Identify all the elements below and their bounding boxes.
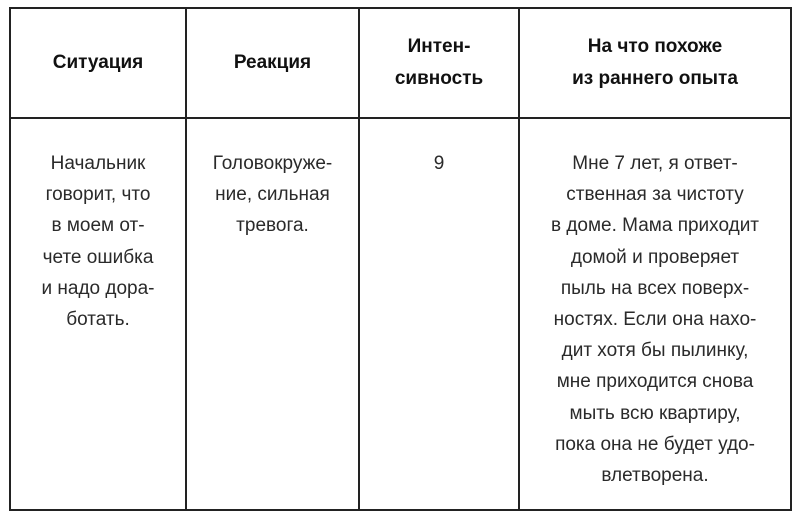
table-row xyxy=(11,118,790,509)
header-reaction xyxy=(186,9,359,118)
header-intensity-line-2: сивность xyxy=(394,68,484,89)
emotion-table xyxy=(9,7,792,511)
header-experience-line-2: из раннего опыта xyxy=(572,68,738,89)
experience-line: ственная за чистоту xyxy=(566,184,744,206)
header-situation-line: Ситуация xyxy=(52,52,144,73)
cell-experience xyxy=(519,118,790,509)
experience-line: ностях. Если она нахо- xyxy=(553,309,757,331)
experience-line: мыть всю квартиру, xyxy=(569,402,741,424)
situation-line: и надо дора- xyxy=(41,277,155,299)
experience-line: Мне 7 лет, я ответ- xyxy=(572,153,738,174)
situation-line: в моем от- xyxy=(51,215,145,237)
experience-line: мне приходится снова xyxy=(556,371,754,393)
header-reaction-line: Реакция xyxy=(233,52,312,73)
experience-line: пыль на всех поверх- xyxy=(560,277,750,299)
reaction-line: тревога. xyxy=(236,215,309,237)
experience-line: дит хотя бы пылинку, xyxy=(561,340,749,362)
header-intensity xyxy=(359,9,519,118)
experience-line: влетворена. xyxy=(601,465,709,487)
situation-line: говорит, что xyxy=(45,184,151,206)
header-experience-line-1: На что похоже xyxy=(587,36,723,57)
table xyxy=(11,9,790,509)
experience-line: в доме. Мама приходит xyxy=(550,215,760,237)
cell-reaction xyxy=(186,118,359,509)
header-experience xyxy=(519,9,790,118)
intensity-value: 9 xyxy=(433,153,445,174)
header-situation xyxy=(11,9,186,118)
cell-situation xyxy=(11,118,186,509)
header-intensity-line-1: Интен- xyxy=(407,36,471,57)
experience-line: пока она не будет удо- xyxy=(555,433,755,455)
situation-line: ботать. xyxy=(66,309,130,331)
header-row xyxy=(11,9,790,118)
situation-line: чете ошибка xyxy=(42,246,154,268)
reaction-line: ние, сильная xyxy=(215,184,330,206)
cell-intensity xyxy=(359,118,519,509)
experience-line: домой и проверяет xyxy=(570,246,740,268)
situation-line: Начальник xyxy=(50,153,146,174)
reaction-line: Головокруже- xyxy=(212,153,333,174)
